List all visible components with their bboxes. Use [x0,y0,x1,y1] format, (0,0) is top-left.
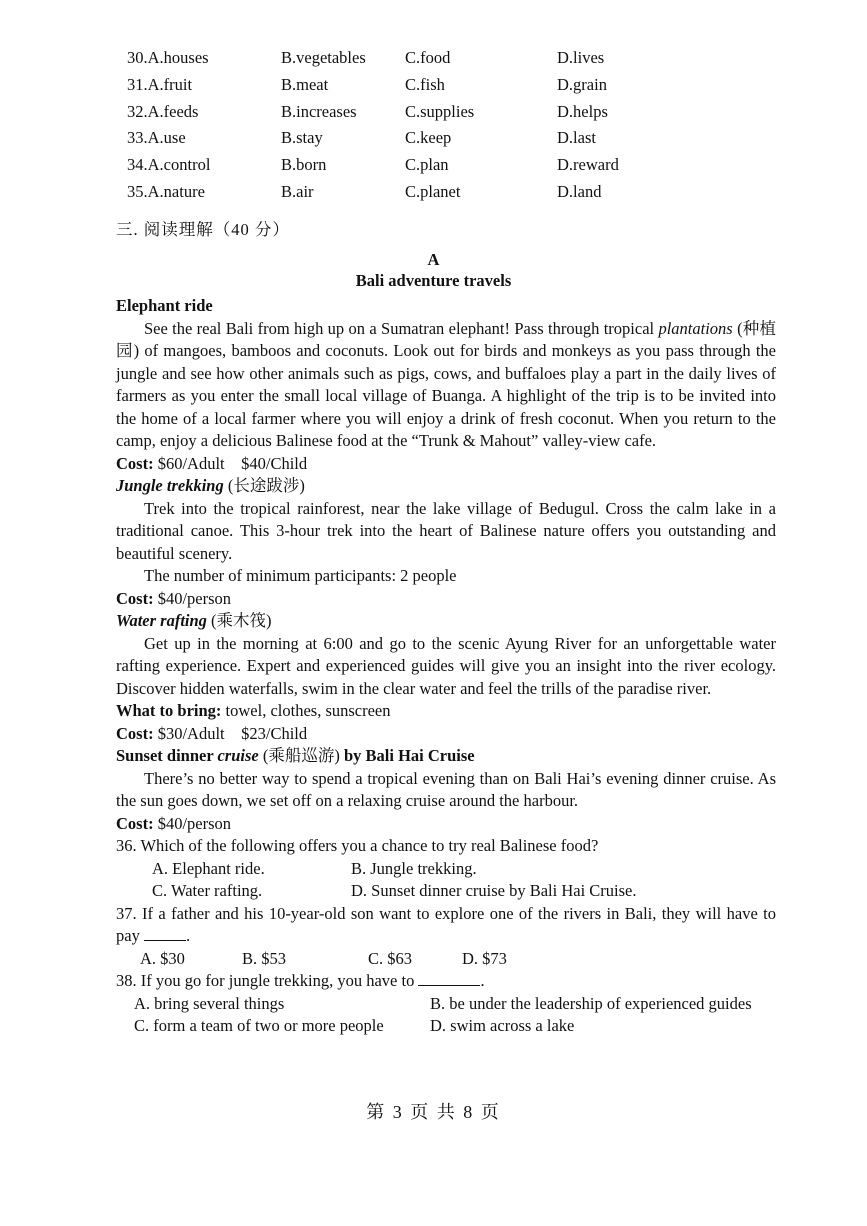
option-row-32 [127,102,687,129]
choices-38-row-1 [116,993,776,1016]
choice-b: B. $53 [242,948,287,968]
option-d: D.grain [557,74,607,94]
option-row-33 [127,128,687,155]
option-b: B.increases [281,101,357,121]
option-b: B.meat [281,74,329,94]
option-d: D.land [557,181,602,201]
option-c: C.supplies [405,101,475,121]
cruise-text: There’s no better way to spend a tropical evening than on Bali Hai’s evening dinner cruise. As the sun goes down, we set off on a relaxing cruise around the harbour. [116,768,776,810]
option-a: 33.A.use [127,128,186,148]
jungle-participants: The number of minimum participants: 2 people [144,566,457,585]
choice-b: B. be under the leadership of experienced guides [430,993,752,1013]
rafting-bring: What to bring: towel, clothes, sunscreen [116,701,391,720]
choice-c: C. form a team of two or more people [134,1016,384,1035]
option-b: B.vegetables [281,48,366,67]
option-d: D.helps [557,101,608,121]
cruise-heading: Sunset dinner cruise (乘船巡游) by Bali Hai Cruise [116,746,475,765]
choice-d: D. swim across a lake [430,1016,575,1035]
answer-blank [144,926,186,941]
option-a: 35.A.nature [127,181,205,201]
question-37: 37. If a father and his 10-year-old son want to explore one of the rivers in Bali, they will have to pay . [116,903,776,945]
option-c: C.food [405,48,451,67]
option-d: D.reward [557,155,619,175]
rafting-cost: Cost: $30/Adult $23/Child [116,723,308,743]
option-c: C.fish [405,74,445,94]
option-d: D.last [557,128,596,148]
answer-blank [418,971,480,986]
jungle-text: Trek into the tropical rainforest, near the lake village of Bedugul. Cross the calm lake in a traditional canoe. This 3-hour trek into the heart of Balinese nature offers you outstanding and beautiful scenery. [116,498,776,563]
choices-36-row-2 [116,880,776,903]
option-c: C.planet [405,181,461,201]
section-heading: 三. 阅读理解（40 分） [116,220,290,239]
jungle-cost: Cost: $40/person [116,588,232,608]
option-row-35 [127,182,687,209]
option-c: C.keep [405,128,452,148]
cruise-cost: Cost: $40/person [116,813,232,833]
option-c: C.plan [405,155,449,175]
choice-d: D. $73 [462,948,507,968]
passage-body [116,295,776,1038]
option-a: 31.A.fruit [127,74,193,94]
option-row-30 [127,48,687,75]
question-38: 38. If you go for jungle trekking, you have to . [116,971,485,990]
option-b: B.air [281,181,314,201]
page-footer: 第 3 页 共 8 页 [366,1102,501,1122]
choice-c: C. Water rafting. [152,881,263,900]
choices-37 [116,948,776,971]
choice-b: B. Jungle trekking. [351,858,477,878]
jungle-heading: Jungle trekking (长途跋涉) [116,476,305,495]
choice-a: A. bring several things [134,993,285,1013]
option-d: D.lives [557,48,605,67]
rafting-text: Get up in the morning at 6:00 and go to the scenic Ayung River for an unforgettable water rafting experience. Expert and experienced guides will give you an insight into the river ecology. Discover hidden waterfalls, swim in the clear water and feel the trills of the paradise river. [116,633,776,698]
option-a: 34.A.control [127,155,211,175]
choices-38-row-2 [116,1015,776,1038]
passage-title: Bali adventure travels [355,271,512,290]
choice-a: A. Elephant ride. [152,858,265,878]
rafting-heading: Water rafting (乘木筏) [116,611,272,630]
choice-c: C. $63 [368,948,413,968]
option-a: 30.A.houses [127,48,209,67]
choices-36-row-1 [116,858,776,881]
option-row-31 [127,75,687,102]
choice-d: D. Sunset dinner cruise by Bali Hai Cruise. [351,881,637,900]
choice-a: A. $30 [140,948,185,968]
elephant-text: See the real Bali from high up on a Sumatran elephant! Pass through tropical plantations (种植园) of mangoes, bamboos and coconuts. Look out for birds and monkeys as you pass through the jungle and see how other animals such as pigs, cows, and buffaloes play a part in the daily lives of farmers as you enter the small local village of Buanga. A highlight of the trip is to be invited into the home of a local farmer where you will enjoy a drink of fresh coconut. When you return to the camp, enjoy a delicious Balinese food at the “Trunk & Mahout” valley-view cafe. [116,318,776,450]
option-a: 32.A.feeds [127,101,199,121]
question-36: 36. Which of the following offers you a chance to try real Balinese food? [116,836,599,855]
elephant-heading: Elephant ride [116,296,213,315]
passage-letter: A [427,250,440,269]
elephant-cost: Cost: $60/Adult $40/Child [116,453,308,473]
cloze-options [127,48,687,209]
option-row-34 [127,155,687,182]
option-b: B.born [281,155,327,175]
option-b: B.stay [281,128,323,148]
